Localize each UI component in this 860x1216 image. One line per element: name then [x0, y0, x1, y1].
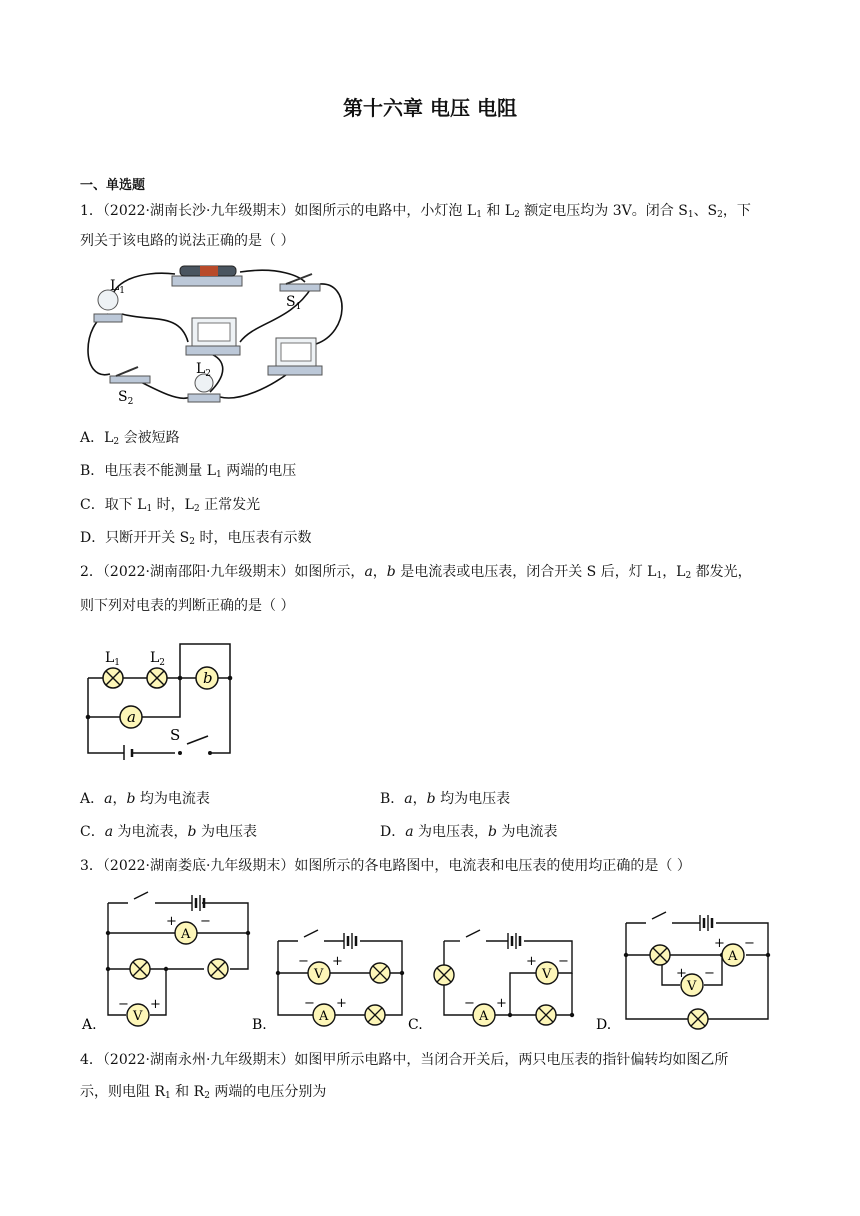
q3-option-d: D.: [596, 1017, 612, 1033]
q2-label-l2: $L_2$: [150, 650, 166, 668]
q1-option-c[interactable]: C．取下 $L_1$ 时，$L_2$ 正常发光: [80, 497, 261, 514]
q1-label-s2: $S_2$: [118, 389, 134, 407]
svg-text:A: A: [181, 927, 191, 942]
q2-label-b: b: [203, 669, 213, 687]
svg-text:A: A: [479, 1009, 489, 1024]
q2-label-s: S: [170, 726, 181, 744]
q4-stem-line2: 示，则电阻 $R_1$ 和 $R_2$ 两端的电压分别为: [80, 1084, 327, 1101]
svg-text:−: −: [118, 997, 129, 1012]
svg-text:+: +: [676, 966, 687, 981]
q3-option-b: B.: [252, 1017, 267, 1033]
page-title: 第十六章 电压 电阻: [343, 96, 517, 120]
q1-option-d[interactable]: D．只断开开关 $S_2$ 时，电压表有示数: [80, 530, 312, 547]
svg-text:A: A: [319, 1009, 329, 1024]
svg-text:A: A: [728, 949, 738, 964]
svg-text:V: V: [542, 967, 552, 982]
svg-text:−: −: [464, 996, 475, 1011]
q1-stem-line2: 列关于该电路的说法正确的是（ ）: [80, 233, 295, 249]
q2-option-c[interactable]: C．a 为电流表，b 为电压表: [80, 824, 257, 840]
q2-stem-line1: 2．（2022·湖南邵阳·九年级期末）如图所示，a，b 是电流表或电压表，闭合开关 S 后，灯 $L_1$，$L_2$ 都发光，: [80, 564, 752, 581]
q2-label-a: a: [127, 708, 136, 726]
q4-stem-line1: 4．（2022·湖南永州·九年级期末）如图甲所示电路中，当闭合开关后，两只电压表的指针偏转均如图乙所: [80, 1052, 729, 1068]
svg-text:−: −: [558, 954, 569, 969]
svg-text:−: −: [744, 936, 755, 951]
q3-option-c: C.: [408, 1017, 423, 1033]
q1-label-l1: $L_1$: [110, 278, 126, 296]
q1-stem-line1: 1．（2022·湖南长沙·九年级期末）如图所示的电路中，小灯泡 $L_1$ 和 $L_2$ 额定电压均为 3V。闭合 $S_1$、$S_2$，下: [80, 203, 751, 220]
q1-option-a[interactable]: A．$L_2$ 会被短路: [80, 430, 180, 447]
q3-circuits-figure: [80, 885, 780, 1039]
q1-label-l2: $L_2$: [196, 361, 212, 379]
svg-text:−: −: [704, 966, 715, 981]
svg-text:+: +: [332, 954, 343, 969]
q3-option-a: A.: [82, 1017, 97, 1033]
svg-text:+: +: [150, 997, 161, 1012]
q2-circuit-figure: [80, 640, 240, 764]
svg-text:V: V: [687, 979, 697, 994]
q2-option-d[interactable]: D．a 为电压表，b 为电流表: [380, 824, 558, 840]
q1-circuit-figure: [80, 262, 350, 416]
section-heading: 一、单选题: [80, 178, 146, 193]
q2-option-b[interactable]: B．a，b 均为电压表: [380, 791, 511, 807]
svg-text:V: V: [133, 1009, 143, 1024]
q2-stem-line2: 则下列对电表的判断正确的是（ ）: [80, 598, 295, 614]
svg-text:V: V: [314, 967, 324, 982]
svg-text:−: −: [298, 954, 309, 969]
q1-label-s1: $S_1$: [286, 294, 302, 312]
svg-text:+: +: [714, 936, 725, 951]
svg-text:+: +: [336, 996, 347, 1011]
q1-option-b[interactable]: B．电压表不能测量 $L_1$ 两端的电压: [80, 463, 297, 480]
svg-text:−: −: [304, 996, 315, 1011]
q3-stem: 3．（2022·湖南娄底·九年级期末）如图所示的各电路图中，电流表和电压表的使用均正确的是（ ）: [80, 858, 691, 874]
svg-text:+: +: [526, 954, 537, 969]
svg-text:−: −: [200, 914, 211, 929]
q2-option-a[interactable]: A．a，b 均为电流表: [80, 791, 210, 807]
svg-text:+: +: [496, 996, 507, 1011]
q2-label-l1: $L_1$: [105, 650, 121, 668]
svg-text:+: +: [166, 914, 177, 929]
